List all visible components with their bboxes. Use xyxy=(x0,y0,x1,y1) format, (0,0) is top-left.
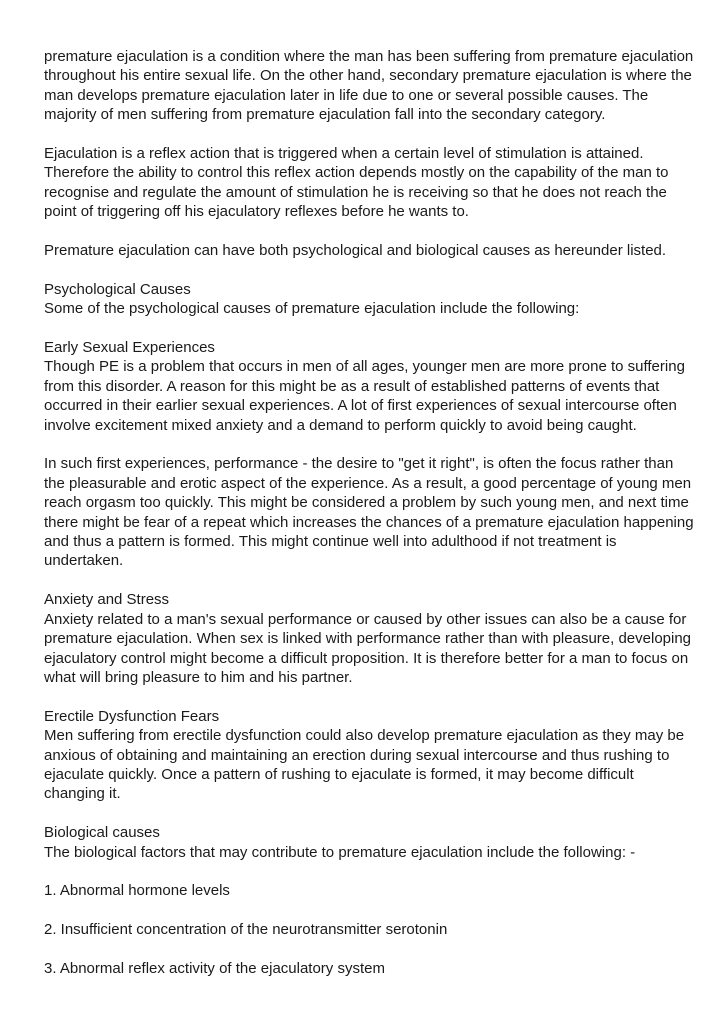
section-psychological xyxy=(44,280,704,319)
text-line: premature ejaculation is a condition where the man has been suffering from premature ejaculation xyxy=(44,48,694,65)
section-anxiety-stress xyxy=(44,590,704,687)
text-line: undertaken. xyxy=(44,552,124,570)
text-line: changing it. xyxy=(44,785,121,803)
list-item xyxy=(44,920,704,939)
text-line: Some of the psychological causes of premature ejaculation include the following: xyxy=(44,300,580,318)
text-line: Therefore the ability to control this reflex action depends mostly on the capability of the man to xyxy=(44,164,669,182)
list-item-text: 1. Abnormal hormone levels xyxy=(44,882,230,900)
text-line: ejaculate quickly. Once a pattern of rushing to ejaculate is formed, it may become difficult xyxy=(44,765,634,783)
paragraph-first-experiences xyxy=(44,454,704,570)
list-item-text: 3. Abnormal reflex activity of the ejaculatory system xyxy=(44,959,385,977)
text-line: Premature ejaculation can have both psychological and biological causes as hereunder listed. xyxy=(44,242,667,260)
text-line: anxious of obtaining and maintaining an erection during sexual intercourse and thus rushing to xyxy=(44,746,670,764)
section-biological xyxy=(44,823,704,862)
text-line: Men suffering from erectile dysfunction could also develop premature ejaculation as they may be xyxy=(44,727,685,745)
text-line: recognise and regulate the amount of stimulation he is receiving so that he does not reach the xyxy=(44,183,667,201)
text-line: In such first experiences, performance - the desire to "get it right", is often the focus rather than xyxy=(44,455,674,473)
paragraph-causes-intro xyxy=(44,241,704,260)
text-line: occurred in their earlier sexual experiences. A lot of first experiences of sexual intercourse often xyxy=(44,397,677,415)
text-line: premature ejaculation. When sex is linked with performance rather than with pleasure, developing xyxy=(44,630,692,648)
paragraph-reflex xyxy=(44,144,704,222)
section-heading: Psychological Causes xyxy=(44,280,191,298)
text-line: point of triggering off his ejaculatory reflexes before he wants to. xyxy=(44,203,469,221)
list-item xyxy=(44,881,704,900)
list-item-text: 2. Insufficient concentration of the neurotransmitter serotonin xyxy=(44,921,448,939)
text-line: The biological factors that may contribute to premature ejaculation include the following: - xyxy=(44,843,636,861)
document-page xyxy=(44,47,704,998)
section-early-experiences xyxy=(44,338,704,435)
text-line: majority of men suffering from premature ejaculation fall into the secondary category. xyxy=(44,106,606,124)
paragraph-intro xyxy=(44,47,704,125)
list-item xyxy=(44,959,704,978)
text-line: reach orgasm too quickly. This might be considered a problem by such young men, and next time xyxy=(44,494,689,512)
text-line: Anxiety related to a man's sexual performance or caused by other issues can also be a cause for xyxy=(44,610,687,628)
text-line: Ejaculation is a reflex action that is triggered when a certain level of stimulation is attained. xyxy=(44,145,644,163)
text-line: throughout his entire sexual life. On the other hand, secondary premature ejaculation is where the xyxy=(44,67,692,85)
text-line: there might be fear of a repeat which increases the chances of a premature ejaculation happening xyxy=(44,513,694,531)
text-line: and thus a pattern is formed. This might continue well into adulthood if not treatment is xyxy=(44,533,617,551)
section-heading: Early Sexual Experiences xyxy=(44,339,215,357)
section-heading: Biological causes xyxy=(44,824,160,842)
text-line: the pleasurable and erotic aspect of the experience. As a result, a good percentage of young men xyxy=(44,474,692,492)
section-erectile-dysfunction xyxy=(44,707,704,804)
text-line: ejaculatory control might become a difficult proposition. It is therefore better for a man to focus on xyxy=(44,649,689,667)
text-line: involve excitement mixed anxiety and a demand to perform quickly to avoid being caught. xyxy=(44,416,637,434)
text-line: what will bring pleasure to him and his partner. xyxy=(44,668,353,686)
section-heading: Anxiety and Stress xyxy=(44,591,170,609)
text-line: from this disorder. A reason for this might be as a result of established patterns of events that xyxy=(44,377,660,395)
text-line: man develops premature ejaculation later in life due to one or several possible causes. The xyxy=(44,86,649,104)
text-line: Though PE is a problem that occurs in men of all ages, younger men are more prone to suffering xyxy=(44,358,685,376)
section-heading: Erectile Dysfunction Fears xyxy=(44,707,220,725)
